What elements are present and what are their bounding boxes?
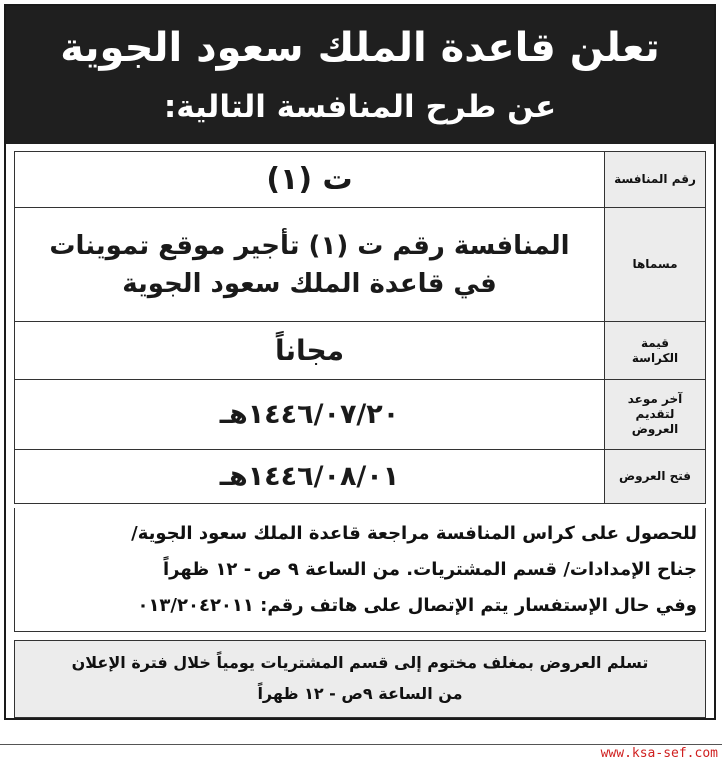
header-title: تعلن قاعدة الملك سعود الجوية [60, 25, 660, 71]
booklet-price-label-line2: الكراسة [631, 350, 679, 365]
value-tender-title [15, 208, 605, 322]
info-line2: جناح الإمدادات/ قسم المشتريات. من الساعة ٩ ص - ١٢ ظهراً [162, 559, 697, 580]
deadline-label-line1: آخر موعد [627, 392, 683, 406]
announcement-header [6, 6, 714, 144]
deadline-label-line3: العروض [631, 422, 679, 436]
row-submission-deadline [15, 380, 706, 450]
info-line3: وفي حال الإستفسار يتم الإتصال على هاتف رقم: ٠١٣/٢٠٤٢٠١١ [137, 595, 697, 616]
label-submission-deadline [605, 380, 706, 450]
value-submission-deadline: ١٤٤٦/٠٧/٢٠هـ [15, 380, 605, 450]
submission-note [14, 640, 706, 718]
row-booklet-price [15, 322, 706, 380]
note-line2: من الساعة ٩ص - ١٢ ظهراً [257, 684, 463, 703]
deadline-label-line2: لتقديم [635, 407, 675, 421]
footer-divider [0, 744, 722, 745]
row-tender-title [15, 208, 706, 322]
tender-title-line1: المنافسة رقم ت (١) تأجير موقع تموينات [49, 230, 570, 261]
booklet-price-label-line1: قيمة [640, 335, 670, 350]
tender-title-line2: في قاعدة الملك سعود الجوية [122, 268, 497, 299]
note-line1: تسلم العروض بمغلف مختوم إلى قسم المشتريات يومياً خلال فترة الإعلان [71, 653, 649, 672]
label-tender-number: رقم المنافسة [605, 152, 706, 208]
value-booklet-price: مجاناً [15, 322, 605, 380]
label-tender-title: مسماها [605, 208, 706, 322]
booklet-info-paragraph [14, 508, 706, 632]
label-booklet-price [605, 322, 706, 380]
info-line1: للحصول على كراس المنافسة مراجعة قاعدة الملك سعود الجوية/ [131, 523, 697, 544]
tender-details-table [14, 151, 706, 504]
row-tender-number [15, 152, 706, 208]
website-link[interactable]: www.ksa-sef.com [600, 746, 718, 761]
header-subtitle: عن طرح المنافسة التالية: [163, 89, 557, 125]
value-bid-opening: ١٤٤٦/٠٨/٠١هـ [15, 450, 605, 504]
announcement-frame [4, 4, 716, 720]
row-bid-opening [15, 450, 706, 504]
value-tender-number: ت (١) [15, 152, 605, 208]
label-bid-opening: فتح العروض [605, 450, 706, 504]
